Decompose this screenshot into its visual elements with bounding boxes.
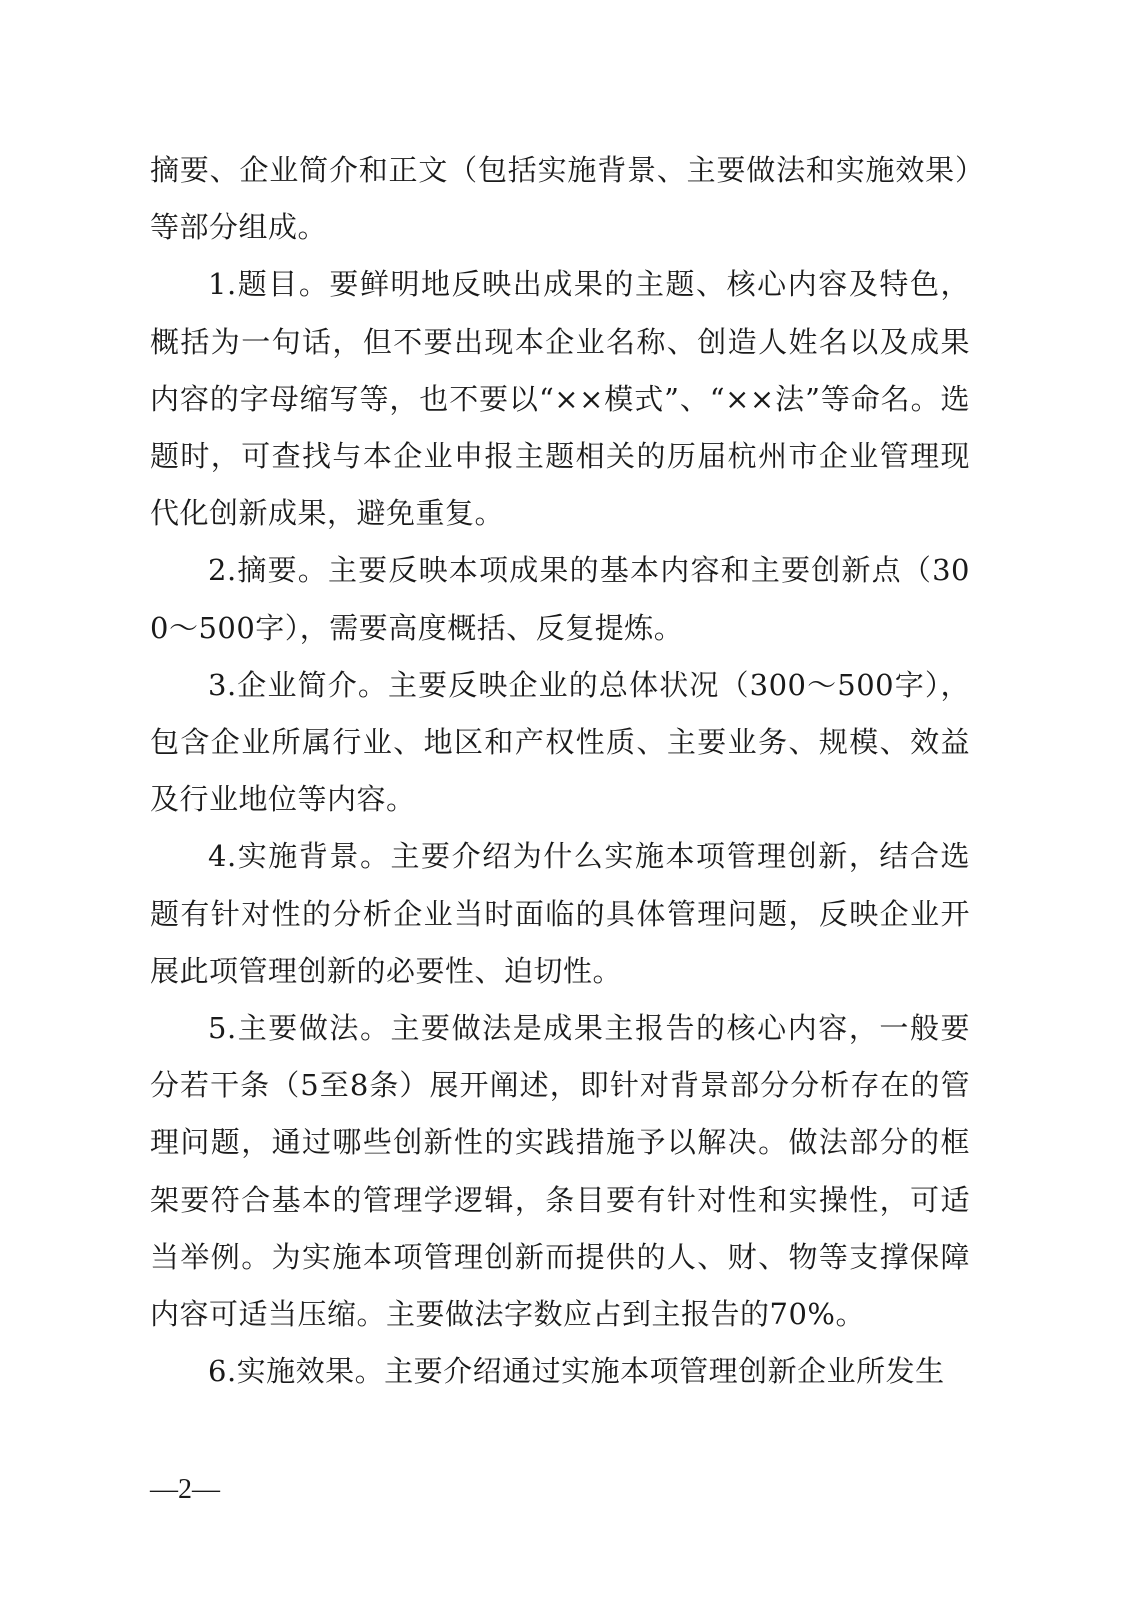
paragraph-item-2-abstract: 2.摘要。主要反映本项成果的基本内容和主要创新点（300～500字），需要高度概括、反复提炼。: [150, 553, 970, 645]
paragraph-item-3-company-profile: 3.企业简介。主要反映企业的总体状况（300～500字），包含企业所属行业、地区和产权性质、主要业务、规模、效益及行业地位等内容。: [150, 667, 970, 817]
page-number: —2—: [150, 1474, 220, 1505]
paragraph-item-4-background: 4.实施背景。主要介绍为什么实施本项管理创新，结合选题有针对性的分析企业当时面临的具体管理问题，反映企业开展此项管理创新的必要性、迫切性。: [150, 839, 970, 988]
paragraph-item-6-effects: 6.实施效果。主要介绍通过实施本项管理创新企业所发生: [208, 1354, 945, 1389]
paragraph-item-1-title: 1.题目。要鲜明地反映出成果的主题、核心内容及特色，概括为一句话，但不要出现本企业名称、创造人姓名以及成果内容的字母缩写等，也不要以“××模式”、“××法”等命名。选题时，可查找与本企业申报主题相关的历届杭州市企业管理现代化创新成果，避免重复。: [150, 267, 970, 531]
paragraph-intro-continued: 摘要、企业简介和正文（包括实施背景、主要做法和实施效果）等部分组成。: [150, 153, 970, 245]
document-body: [150, 142, 970, 1400]
paragraph-item-5-main-practices: 5.主要做法。主要做法是成果主报告的核心内容，一般要分若干条（5至8条）展开阐述，即针对背景部分分析存在的管理问题，通过哪些创新性的实践措施予以解决。做法部分的框架要符合基本的管理学逻辑，条目要有针对性和实操性，可适当举例。为实施本项管理创新而提供的人、财、物等支撑保障内容可适当压缩。主要做法字数应占到主报告的70%。: [150, 1011, 970, 1332]
